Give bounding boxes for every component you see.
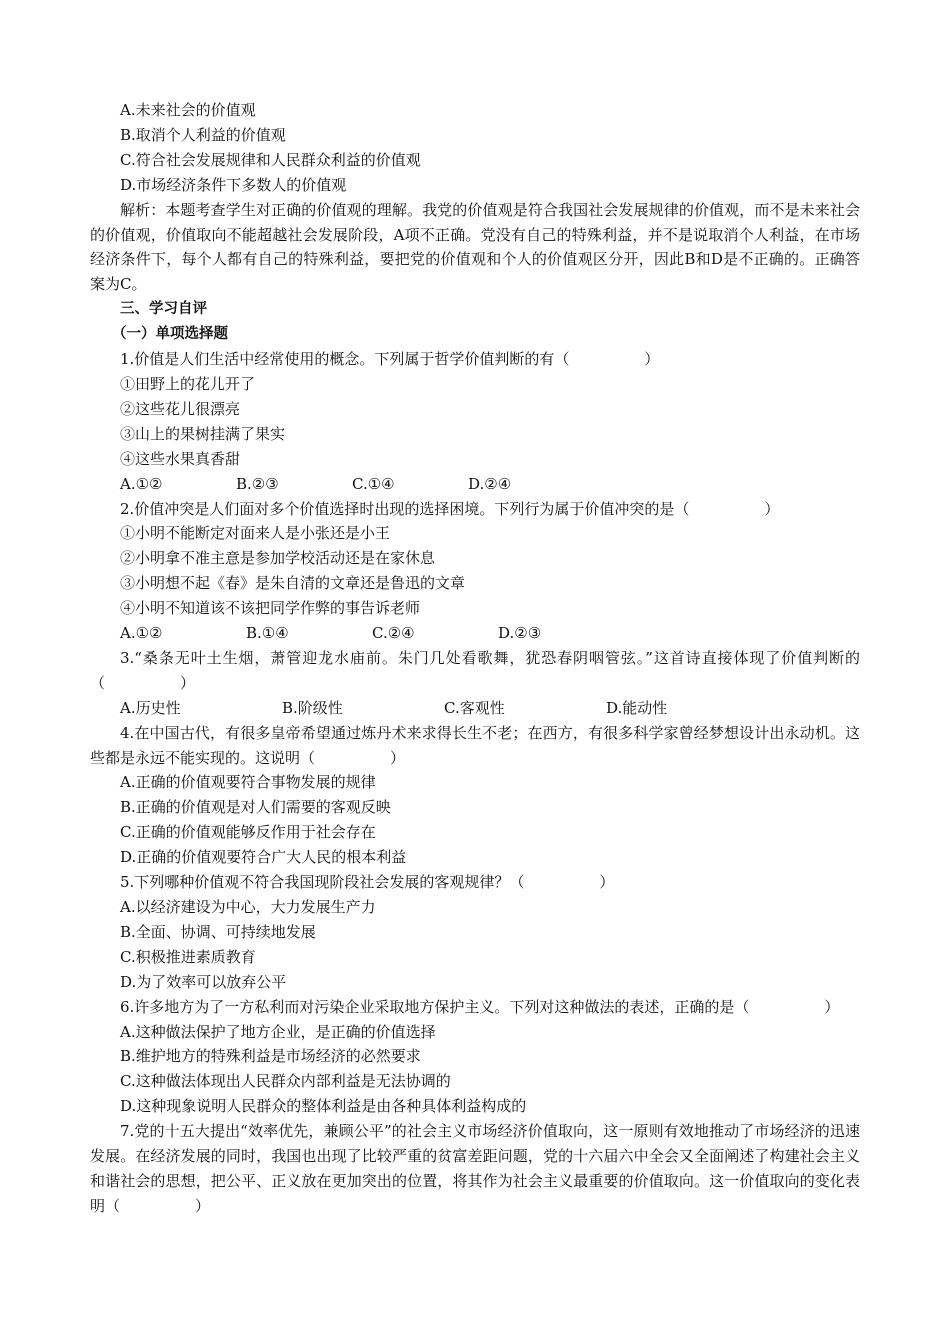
option-c: C.客观性: [444, 698, 505, 717]
question-stem: 3.“桑条无叶土生烟，萧管迎龙水庙前。朱门几处看歌舞，犹恐春阴咽管弦。”这首诗直接体现了价值判断的（ ）: [90, 648, 860, 692]
question-2: [90, 497, 860, 646]
question-3: [90, 646, 860, 721]
question-stem: 6.许多地方为了一方私利而对污染企业采取地方保护主义。下列对这种做法的表述，正确的是（ ）: [120, 997, 840, 1016]
option-d: D.为了效率可以放弃公平: [120, 972, 287, 991]
answer-options: [90, 472, 860, 497]
option-a: A.以经济建设为中心，大力发展生产力: [120, 898, 376, 916]
option-c: C.正确的价值观能够反作用于社会存在: [120, 823, 376, 842]
option-b: B.②③: [236, 474, 279, 493]
option-b: B.取消个人利益的价值观: [120, 125, 286, 144]
question-stem: 2.价值冲突是人们面对多个价值选择时出现的选择困境。下列行为属于价值冲突的是（ ）: [120, 499, 780, 518]
option-b: B.正确的价值观是对人们需要的客观反映: [120, 798, 391, 817]
answer-options: [90, 696, 860, 721]
statement-item: ②这些花儿很漂亮: [120, 399, 241, 418]
option-d: D.②③: [498, 624, 542, 643]
option-a: A.正确的价值观要符合事物发展的规律: [120, 773, 376, 792]
answer-options: [90, 621, 860, 646]
question-6: [90, 995, 860, 1120]
option-d: D.能动性: [606, 698, 668, 717]
option-d: D.②④: [468, 474, 512, 493]
question-stem: 4.在中国古代，有很多皇帝希望通过炼丹术来求得长生不老；在西方，有很多科学家曾经梦想设计出永动机。这些都是永远不能实现的。这说明（ ）: [90, 723, 860, 767]
previous-question-options: [90, 98, 860, 198]
subsection-title: （一）单项选择题: [112, 326, 228, 343]
option-d: D.市场经济条件下多数人的价值观: [120, 175, 347, 194]
option-c: C.①④: [352, 474, 395, 493]
question-4: [90, 721, 860, 870]
option-b: B.全面、协调、可持续地发展: [120, 922, 316, 941]
question-1: [90, 347, 860, 496]
question-7: [90, 1119, 860, 1219]
question-5: [90, 870, 860, 995]
section-title: 三、学习自评: [120, 301, 207, 318]
statement-item: ④这些水果真香甜: [120, 449, 241, 468]
statement-item: ①小明不能断定对面来人是小张还是小王: [120, 524, 391, 543]
option-a: A.①②: [120, 624, 163, 643]
statement-item: ④小明不知道该不该把同学作弊的事告诉老师: [120, 599, 421, 618]
question-stem: 5.下列哪种价值观不符合我国现阶段社会发展的客观规律？（ ）: [120, 873, 615, 892]
option-b: B.阶级性: [282, 698, 343, 717]
option-a: A.这种做法保护了地方企业，是正确的价值选择: [120, 1022, 436, 1041]
statement-item: ③小明想不起《春》是朱自清的文章还是鲁迅的文章: [120, 574, 466, 593]
option-c: C.积极推进素质教育: [120, 947, 256, 966]
analysis-paragraph: 解析：本题考查学生对正确的价值观的理解。我党的价值观是符合我国社会发展规律的价值观，而不是未来社会的价值观，价值取向不能超越社会发展阶段，A项不正确。党没有自己的特殊利益，并不是说取消个人利益，在市场经济条件下，每个人都有自己的特殊利益，要把党的价值观和个人的价值观区分开，因此B和D是不正确的。正确答案为C。: [90, 200, 860, 294]
option-c: C.②④: [372, 624, 415, 643]
question-stem: 7.党的十五大提出“效率优先，兼顾公平”的社会主义市场经济价值取向，这一原则有效地推动了市场经济的迅速发展。在经济发展的同时，我国也出现了比较严重的贫富差距问题，党的十六届六中全会又全面阐述了构建社会主义和谐社会的思想，把公平、正义放在更加突出的位置，将其作为社会主义最重要的价值取向。这一价值取向的变化表明（ ）: [90, 1122, 860, 1215]
option-c: C.符合社会发展规律和人民群众利益的价值观: [120, 150, 421, 169]
option-c: C.这种做法体现出人民群众内部利益是无法协调的: [120, 1072, 451, 1091]
statement-item: ②小明拿不准主意是参加学校活动还是在家休息: [120, 549, 436, 568]
option-b: B.维护地方的特殊利益是市场经济的必然要求: [120, 1047, 421, 1066]
option-d: D.这种现象说明人民群众的整体利益是由各种具体利益构成的: [120, 1097, 527, 1116]
statement-item: ③山上的果树挂满了果实: [120, 424, 286, 443]
option-a: A.历史性: [120, 698, 181, 717]
option-a: A.①②: [120, 474, 163, 493]
option-d: D.正确的价值观要符合广大人民的根本利益: [120, 848, 407, 867]
statement-item: ①田野上的花儿开了: [120, 374, 256, 393]
option-a: A.未来社会的价值观: [120, 101, 256, 119]
option-b: B.①④: [246, 624, 289, 643]
question-stem: 1.价值是人们生活中经常使用的概念。下列属于哲学价值判断的有（ ）: [120, 350, 660, 369]
